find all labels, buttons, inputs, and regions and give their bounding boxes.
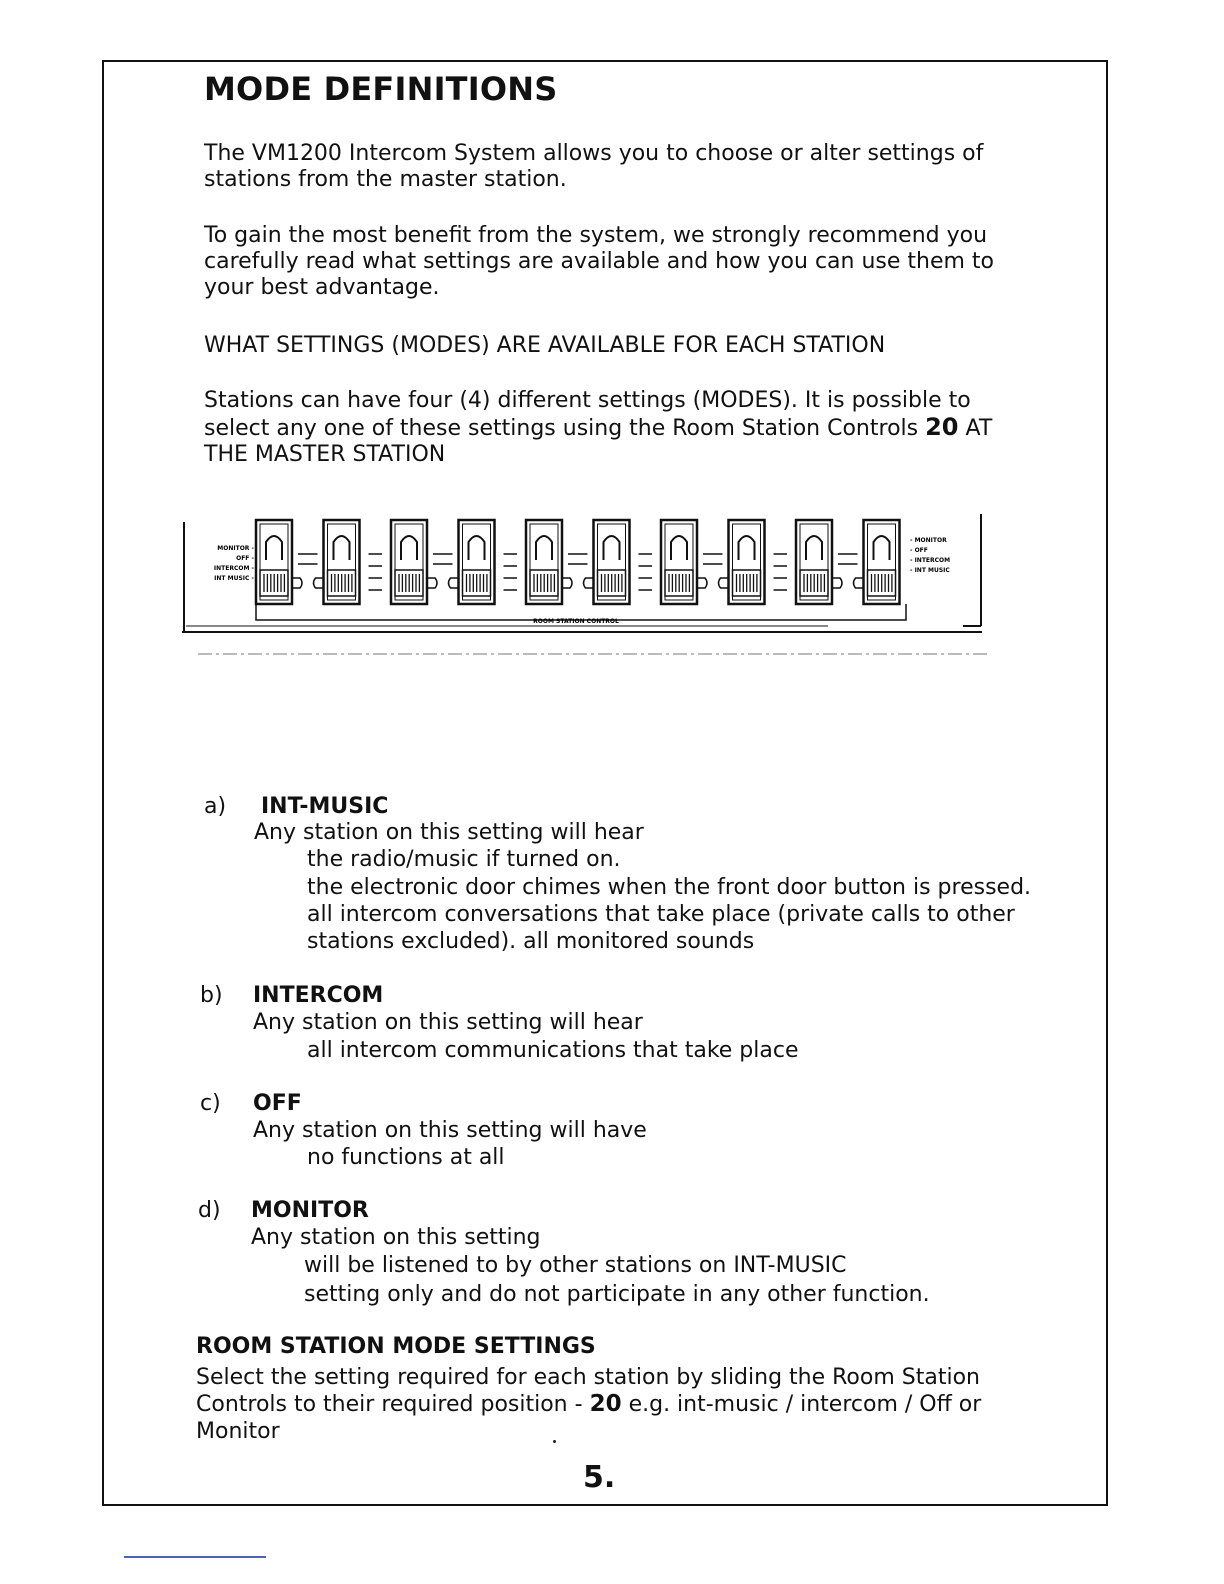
left-mode-label: OFF - [236,555,254,562]
room-station-switch[interactable] [391,520,427,604]
item-d-heading: MONITOR [251,1198,369,1223]
switch-separator [562,554,594,588]
right-mode-label: - INT MUSIC [910,567,950,574]
page-title: MODE DEFINITIONS [204,70,558,108]
reference-number: 20 [925,413,959,441]
intro-paragraph-2: To gain the most benefit from the system, we strongly recommend you carefully read what settings are available and how you can use them to your best advantage. [204,223,995,300]
settings-paragraph [196,1364,1004,1445]
item-c-intro: Any station on this setting will have [253,1118,647,1143]
intro-paragraph-4 [204,388,1010,468]
room-station-switch[interactable] [324,520,360,604]
item-c-heading: OFF [253,1091,302,1116]
settings-text: Select the setting required for each station by sliding the Room Station Controls to their required position - [196,1365,980,1417]
switch-separator [504,554,518,590]
left-mode-labels [214,545,255,582]
page-number: 5. [583,1460,616,1495]
room-station-switch[interactable] [256,520,292,604]
room-station-control-diagram [178,510,990,665]
right-mode-label: - OFF [910,547,928,554]
room-station-switch[interactable] [594,520,630,604]
right-mode-label: - INTERCOM [910,557,951,564]
intro-paragraph-1: The VM1200 Intercom System allows you to choose or alter settings of stations from the master station. [204,141,984,192]
item-d-line: will be listened to by other stations on INT-MUSIC [304,1253,847,1278]
item-b-heading: INTERCOM [253,983,384,1008]
room-station-switch[interactable] [459,520,495,604]
section-heading-available-modes: WHAT SETTINGS (MODES) ARE AVAILABLE FOR EACH STATION [204,333,886,358]
left-mode-label: INTERCOM - [213,565,254,572]
scan-edge-line [124,1556,266,1558]
item-b-letter: b) [200,983,223,1008]
intro-paragraph-4-text: Stations can have four (4) different settings (MODES). It is possible to select any one of these settings using the Room Station Controls [204,388,971,441]
settings-reference-number: 20 [589,1391,622,1417]
switch-separator [369,554,383,590]
item-d-intro: Any station on this setting [251,1225,541,1250]
item-d-line: setting only and do not participate in any other function. [304,1282,930,1307]
switch-group [256,520,900,604]
item-b-intro: Any station on this setting will hear [253,1010,643,1035]
item-c-letter: c) [200,1091,221,1116]
room-station-switch[interactable] [864,520,900,604]
diagram-caption: ROOM STATION CONTROL [533,618,619,625]
room-station-switch[interactable] [796,520,832,604]
room-station-switch[interactable] [661,520,697,604]
right-mode-label: - MONITOR [910,537,947,544]
switch-separator [639,554,653,590]
item-b-line: all intercom communications that take place [307,1038,799,1063]
left-mode-label: INT MUSIC - [214,575,254,582]
item-a-line: all intercom conversations that take place (private calls to other [307,902,1015,927]
item-a-letter: a) [204,794,227,819]
room-station-switch[interactable] [526,520,562,604]
item-a-intro: Any station on this setting will hear [254,820,644,845]
switch-separator [774,554,788,590]
item-a-heading: INT-MUSIC [261,794,389,819]
item-a-line: the electronic door chimes when the front door button is pressed. [307,875,1032,900]
switch-separator [697,554,729,588]
switch-separator [427,554,459,588]
item-a-line: stations excluded). all monitored sounds [307,929,755,954]
settings-text-tail: e.g. int-music / intercom / Off or Monitor [196,1392,982,1444]
intro-paragraph-4-tail: AT THE MASTER STATION [204,416,993,467]
room-station-switch[interactable] [729,520,765,604]
switch-separator [832,554,864,588]
settings-heading: ROOM STATION MODE SETTINGS [196,1334,596,1359]
left-mode-label: MONITOR - [217,545,254,552]
item-a-line: the radio/music if turned on. [307,847,621,872]
right-mode-labels [910,537,950,574]
item-d-letter: d) [198,1198,221,1223]
item-c-line: no functions at all [307,1145,505,1170]
scan-speck [553,1440,556,1443]
switch-separator [292,554,324,588]
